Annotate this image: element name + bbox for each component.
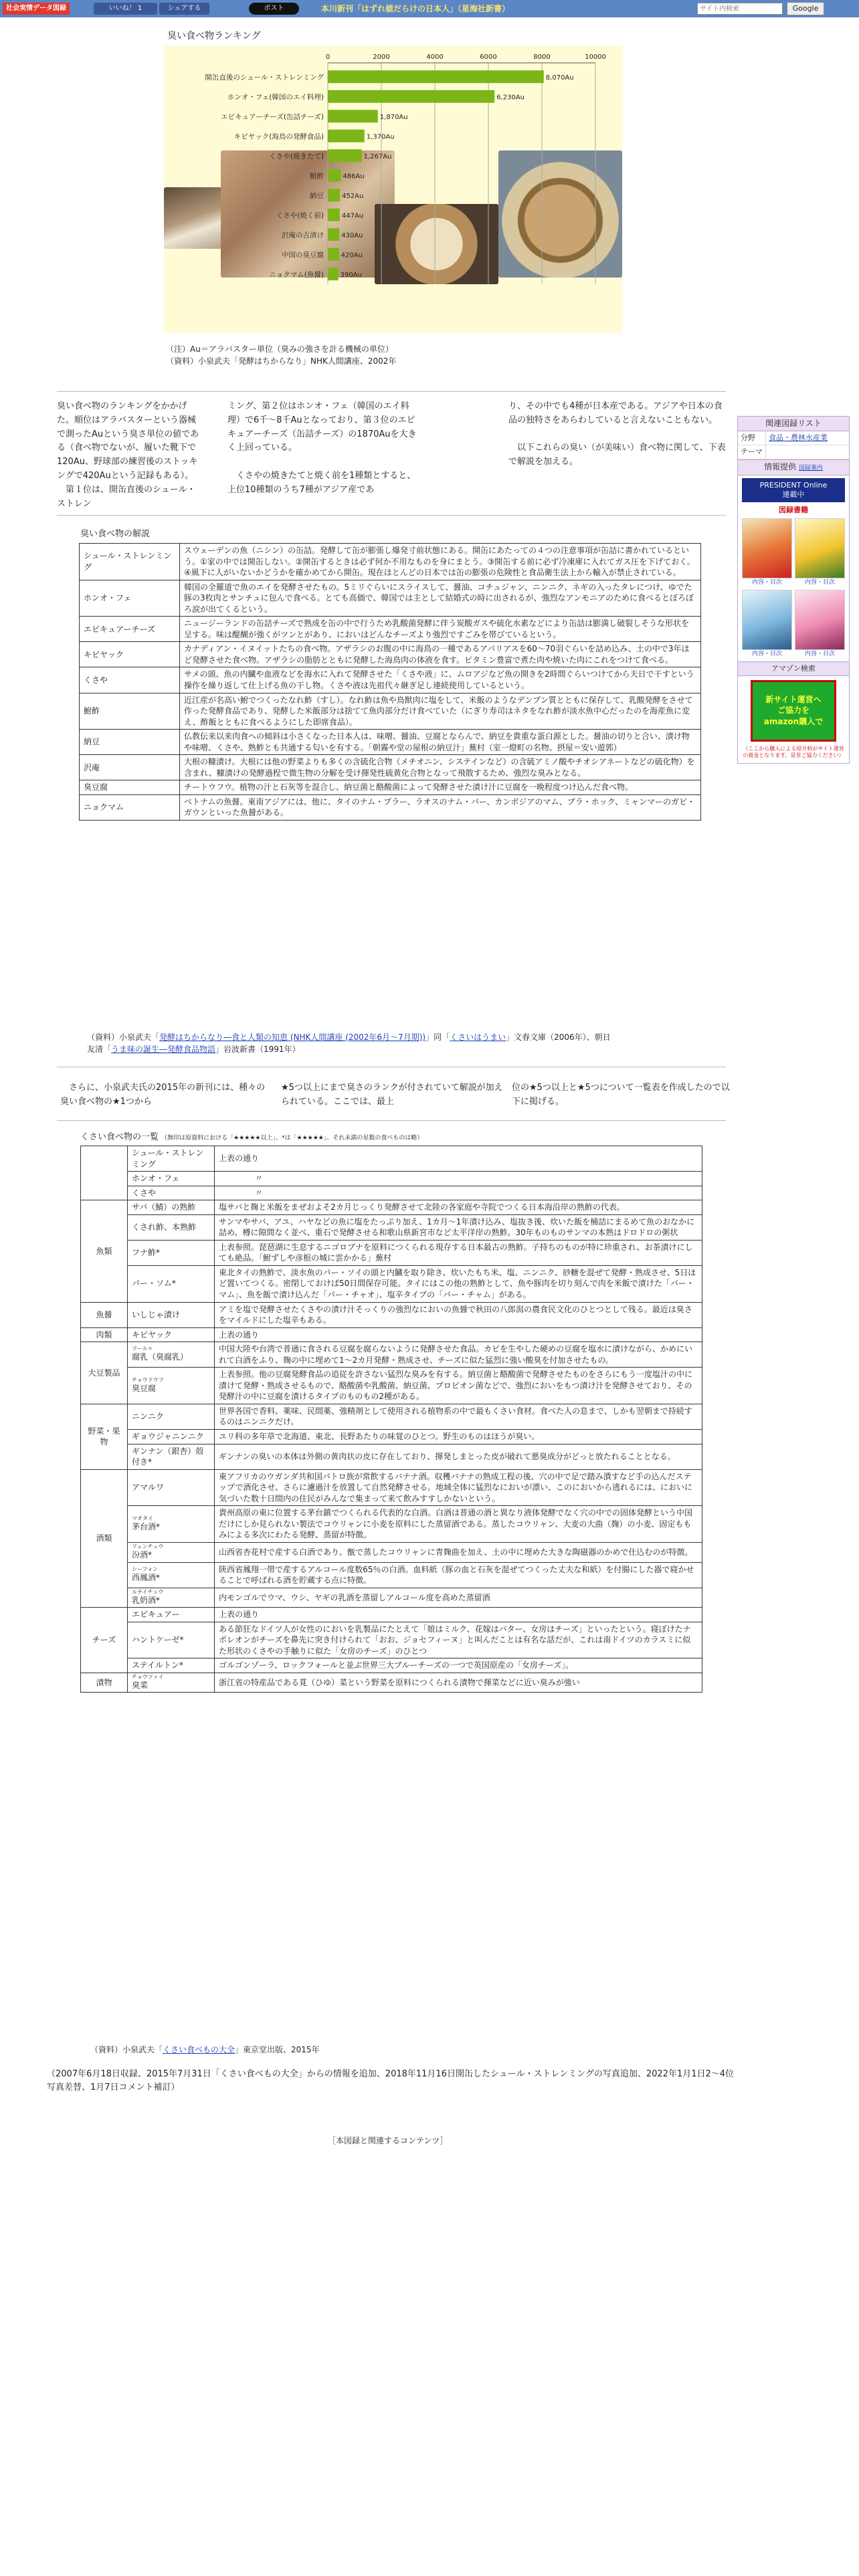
table-row [81, 1562, 702, 1588]
sidebar-info-title: 情報提供 [764, 462, 797, 472]
book-grid [738, 516, 849, 661]
food-description-cell: 近江産が名高い鮒でつくったなれ鮓（すし）。なれ鮓は魚や鳥獣肉に塩をして、米飯のようなデンプン質とともに保存して、乳酸発酵をさせて作った発酵食品であり、発酵した米飯部分は捨てて魚肉部分だけ食べていた（にぎり寿司はネタをなれ鮓が淡水魚中心だったのを海産魚に変え、酢飯とともに食べるようにした即席食品）。 [180, 693, 701, 730]
food-name-cell [128, 1622, 215, 1658]
table-row [80, 667, 701, 693]
category-label: ホンオ・フェ(韓国のエイ料理) [227, 93, 324, 102]
ruby-reading: フールゥ [132, 1346, 153, 1352]
bar [328, 189, 340, 201]
food-name: サバ（鯖）の熟鮓 [132, 1202, 196, 1212]
ruby-reading: チョウドウフ [132, 1376, 164, 1383]
table-row [80, 693, 701, 730]
source-link-book2[interactable]: くさいはうまい [450, 1033, 506, 1042]
food-name-cell [128, 1444, 215, 1469]
food-description-cell: 上表の通り [215, 1327, 702, 1342]
chart-note-source: （資料）小泉武夫「発酵はちからなり」NHK人間講座、2002年 [166, 356, 397, 366]
category-label: くさや(焼きたて) [269, 152, 324, 160]
bar-value-label: 420Au [341, 251, 363, 259]
chart-note-unit: （注）Au＝アラバスター単位（臭みの強さを計る機械の単位） [166, 344, 393, 354]
food-name-cell: 鮒鮓 [80, 693, 180, 730]
food-description-cell: ギンナンの臭いの本体は外側の黄肉状の皮に存在しており、揮発しまとった皮が破れて悪臭成分がどっと放たれることとなる。 [215, 1444, 702, 1469]
category-cell [81, 1146, 128, 1200]
food-name-cell [128, 1608, 215, 1622]
bar-value-label: 447Au [341, 212, 364, 220]
food-name-cell [128, 1368, 215, 1404]
figure-title: 臭い食べ物ランキング [167, 31, 261, 41]
food-description-cell: 山西省杏花村で産する白酒であり、甑で蒸したコウリャンに青麹曲を加え、土の中に埋めた大きな陶磁器のかめで仕込むのが特徴。 [215, 1542, 702, 1562]
table-row [80, 544, 701, 580]
source-text: 」文春文庫（2006年）、朝日 [506, 1033, 611, 1042]
x-tick-label: 8000 [533, 53, 551, 61]
food-name: 臭豆腐 [132, 1383, 157, 1393]
category-cell: 魚類 [81, 1200, 128, 1302]
table-row [81, 1265, 702, 1302]
bar [328, 248, 339, 261]
table-row [81, 1444, 702, 1469]
bar [328, 267, 339, 280]
bar [328, 149, 362, 162]
bar-value-label: 1,870Au [379, 113, 408, 121]
category-cell: 酒類 [81, 1469, 128, 1607]
book-caption-link[interactable]: 内容・目次 [751, 650, 782, 657]
food-name: 西鳳酒* [132, 1572, 161, 1582]
food-name-cell [128, 1186, 215, 1200]
food-name: ホンオ・フェ [132, 1174, 180, 1184]
food-name-cell: 納豆 [80, 730, 180, 755]
book-cover[interactable] [742, 518, 792, 578]
food-description-cell: ユリ科の多年草で北海道、東北、長野あたりの味覚のひとつ。野生のものはほうが臭い。 [215, 1430, 702, 1444]
food-name-cell [128, 1342, 215, 1368]
smelly-food-list-table [80, 1146, 702, 1693]
bar-value-label: 6,230Au [496, 94, 525, 102]
category-cell: 野菜・果物 [81, 1404, 128, 1469]
table2-title [80, 1132, 423, 1144]
revision-history: （2007年6月18日収録、2015年7月31日「くさい食べもの大全」からの情報を追加、2018年11月16日開缶したシュール・ストレンミングの写真追加、2022年1月1日2～4位写真差替、1月7日コメント補訂） [47, 2069, 735, 2092]
x-tick-label: 6000 [480, 53, 497, 61]
food-description-cell: サメの頭、魚の内臓や血液などを海水に入れて発酵させた「くさや液」に、ムロアジなど魚の開きを2時間ぐらいつけてから天日で干すという操作を繰り返して仕上げる魚の干し物。くさや液は先祖代々継ぎ足し連続使用しているという。 [180, 667, 701, 693]
ruby-reading: ルナイチュウ [132, 1588, 164, 1595]
table-row [80, 794, 701, 820]
food-name: ギョウジャニンニク [132, 1432, 204, 1442]
intro-col-3: り、その中でも4種が日本産である。アジアや日本の食品の独特さをあらわしていると言えないこともない。 以下これらの臭い（が美味い）食べ物に関して、下表で解説を加える。 [508, 401, 726, 467]
bar [328, 130, 365, 142]
table-row [81, 1240, 702, 1265]
amazon-support-banner[interactable]: 新サイト運営へ ご協力を amazon購入で [751, 680, 836, 742]
book-caption-link[interactable]: 内容・目次 [804, 578, 835, 586]
table-row [81, 1186, 702, 1200]
food-name: キビヤック [132, 1329, 173, 1339]
bar [328, 228, 339, 241]
books-header: 図録書籍 [779, 505, 808, 514]
table-row [81, 1469, 702, 1506]
food-name: いしじゃ漬け [132, 1309, 181, 1319]
president-online-banner[interactable]: PRESIDENT Online 連載中 [742, 478, 845, 502]
source-text: 」同「 [425, 1033, 450, 1042]
table-row [81, 1588, 702, 1608]
source-link-book4[interactable]: くさい食べもの大全 [163, 2045, 235, 2054]
food-name: 乳奶酒* [132, 1595, 161, 1605]
source-link-book3[interactable]: うま味の誕生―発酵食品物語 [111, 1045, 216, 1054]
category-label: 納豆 [310, 191, 324, 200]
site-search-input[interactable] [697, 3, 783, 15]
food-name-cell [128, 1265, 215, 1302]
food-description-cell: アミを塩で発酵させたくさやの漬け汁そっくりの強烈なにおいの魚醤で秋田の八郎潟の農食民文化のひとつとして残る。最近は臭さをマイルドにした塩辛もある。 [215, 1302, 702, 1327]
ruby-reading: マオタイ [132, 1515, 153, 1521]
intro2-col-3: 位の★5つ以上と★5つについて一覧表を作成したので以下に掲げる。 [512, 1083, 730, 1107]
table-row [80, 642, 701, 667]
category-label: くさや(焼く前) [276, 211, 324, 220]
food-description-cell: 東アフリカのウガンダ共和国パトロ族が常飲するバナナ酒。収穫バナナの熟成工程の後、穴の中で足で踏み潰すなど手の込んだステップで酒化させ、さらに濾過汁を放置して自然発酵させる。地域全体に猛烈なにおいが漂い、このにおいから逃れるには、においに気づいた数十日間内の住民がみんなで集まって来て飲みすすしかないという。 [215, 1469, 702, 1506]
food-name: 臭菜 [132, 1680, 149, 1690]
food-name: 汾酒* [132, 1549, 153, 1560]
table-row [80, 617, 701, 642]
category-cell: 肉類 [81, 1327, 128, 1342]
food-description-cell: スウェーデンの魚（ニシン）の缶詰。発酵して缶が膨張し爆発寸前状態にある。開缶にあたっての４つの注意事項が缶詰に書かれているという。①家の中では開缶しない。②開缶するときは必ず何か不用なものを身にまとう。③開缶する前に必ず冷凍庫に入れてガス圧を下げておく。④風下に人がいないかどうかを確かめてから開缶。現在ほとんどの日本では缶の膨張の危険性と食品衛生法上から輸入が禁止されている。 [180, 544, 701, 580]
category-cell: 魚醤 [81, 1302, 128, 1327]
top-bar [0, 0, 859, 17]
food-description-cell: 陝西省鳳翔一帯で産するアルコール度数65％の白酒。血料紙（豚の血と石灰を混ぜてつくった丈夫な和紙）を付腸にした器で寝かせることで呼ばれる酒を貯蔵する点に特徴。 [215, 1562, 702, 1588]
ruby-reading: フェンチュウ [132, 1543, 164, 1549]
smelly-food-bar-chart [164, 45, 622, 333]
table1-source [87, 1031, 702, 1055]
food-name: 腐乳（臭腐乳） [132, 1352, 189, 1362]
table-row [81, 1404, 702, 1429]
category-label: 中国の臭豆腐 [282, 251, 324, 259]
food-name-cell [128, 1240, 215, 1265]
food-name-cell: シュール・ストレンミング [80, 544, 180, 580]
table-row [81, 1673, 702, 1693]
table-row [81, 1658, 702, 1673]
book-caption-link[interactable]: 内容・目次 [804, 650, 835, 657]
food-name: シュール・ストレンミング [132, 1148, 204, 1169]
food-description-cell: 上表参照。琵琶湖に生息するニゴロブナを原料につくられる現存する日本最古の熟鮓。子持ちのものが特に珍重され、お茶漬けにしても絶品。「鮒ずしや彦根の城に雲かかる」蕪村 [215, 1240, 702, 1265]
food-description-cell: 世界各国で香料、薬味、民間薬、強精剤として使用される植物系の中で最もくさい食材。食べた人の息まで、しかも翌朝まで持続するのはニンニクだけ。 [215, 1404, 702, 1429]
table-row [80, 580, 701, 617]
food-name-cell: ニョクマム [80, 794, 180, 820]
source-text: 」岩波新書（1991年） [215, 1045, 300, 1054]
food-description-cell: 内モンゴルでウマ、ウシ、ヤギの乳酒を蒸留しアルコール度を高めた蒸留酒 [215, 1588, 702, 1608]
table-row [81, 1542, 702, 1562]
food-name-cell [128, 1469, 215, 1506]
food-name-cell [128, 1430, 215, 1444]
food-name: フナ鮓* [132, 1248, 161, 1258]
bar-value-label: 8,070Au [545, 74, 574, 82]
food-description-cell: ベトナムの魚醤。東南アジアには、他に、タイのナム・プラー、ラオスのナム・パー、カンボジアのマム、ブラ・ホック、ミャンマーのガピ・ガウンといった魚醤がある。 [180, 794, 701, 820]
category-label: 開缶直後のシュール・ストレンミング [205, 73, 324, 82]
sidebar-field-link[interactable]: 食品・農林水産業 [769, 433, 828, 443]
food-name-cell [128, 1404, 215, 1429]
food-name: エピキュアー [132, 1610, 180, 1620]
table-row [81, 1327, 702, 1342]
x-tick-label: 2000 [373, 53, 390, 61]
bar [328, 209, 340, 221]
sidebar-info-header [738, 459, 849, 475]
food-name: パー・ソム* [132, 1279, 176, 1289]
sidebar-info-link[interactable]: 図録案内 [798, 465, 823, 472]
table-row [81, 1506, 702, 1543]
food-name-cell [128, 1172, 215, 1186]
food-name-cell: 沢庵 [80, 755, 180, 780]
x-tick-label: 10000 [585, 53, 606, 61]
food-description-cell: 中国大陸や台湾で普通に食される豆腐を腐らないように発酵させた食品。カビを生やした硬めの豆腐を塩水に漬けながら、かめにいれて白酒をふり、麹の中に埋めて1～2カ月発酵・熟成させ、チーズに似た猛烈に強い酸臭を付加させたもの。 [215, 1342, 702, 1368]
intro2-col-2: ★5つ以上にまで臭さのランクが付されていて解説が加えられている。ここでは、最上 [281, 1083, 503, 1107]
bar-value-label: 486Au [343, 173, 365, 181]
divider [57, 515, 726, 516]
food-description-cell: カナディアン・イヌイットたちの食べ物。アザラシのお腹の中に海鳥の一種であるアパリアスを60～70羽ぐらいを詰め込み、土の中で3年ほど発酵させた食べ物。アザラシの脂肪とともに発酵した海鳥肉の体液を食す。ビタミン豊富で煮た肉や焼いた肉にこれをつけて食べる。 [180, 642, 701, 667]
book-cover[interactable] [795, 518, 845, 578]
source-text: 友清「 [87, 1045, 112, 1054]
food-description-cell: ある節狂なドイツ人が女性のにおいを乳製品にたとえて「娘はミルク、花嫁はバター、女房はチーズ」といったという。寝ぼけたナポレオンがチーズを鼻先に突き付けられて「おお、ジョセフィーヌ」と叫んだことは有名な話だが、これは南ドイツのカラスミに似た形状のくさやの手触りに似た「女房のチーズ」のひとつ [215, 1622, 702, 1658]
food-name-cell [128, 1146, 215, 1172]
table-row [81, 1608, 702, 1622]
food-description-cell: 〃 [215, 1172, 702, 1186]
table-row [81, 1342, 702, 1368]
food-description-cell: 上表の通り [215, 1608, 702, 1622]
table1-title: 臭い食べ物の解説 [80, 529, 151, 539]
category-cell: 大豆製品 [81, 1342, 128, 1404]
food-description-cell: 上表参照。他の豆腐発酵食品の追従を許さない猛烈な臭みを有する。納豆菌と酪酸菌で発酵させたものをさらにもう一度塩汁の中に漬けて発酵・熟成させるもので、酪酸菌や乳酸菌、納豆菌、プロピオン菌などで、強烈においをもつ漬け汁を発酵させており、その発酵汁の中に豆腐を漬けるタイプのものもの2種がある。 [215, 1368, 702, 1404]
intro2-col-1: さらに、小泉武夫氏の2015年の新刊には、種々の臭い食べ物の★1つから [60, 1083, 266, 1107]
sidebar-row-label: 分野 [738, 431, 766, 445]
source-link-book1[interactable]: 発酵はちからなり―食と人類の知恵 (NHK人間講座 (2002年6月～7月期)) [159, 1033, 426, 1042]
intro-col-2: ミング、第２位はホンオ・フェ（韓国のエイ料理）で6千～8千Auとなっており、第３位のエピキュアーチーズ（缶詰チーズ）の1870Auを大きく上回っている。 くさやの焼きたてと焼く前を1種類とすると、上位10種類のうち7種がアジア産であ [227, 401, 417, 495]
sidebar-row-theme [738, 445, 849, 459]
food-name-cell [128, 1302, 215, 1327]
food-name-cell [128, 1588, 215, 1608]
food-description-cell: 上表の通り [215, 1146, 702, 1172]
food-name-cell: ホンオ・フェ [80, 580, 180, 617]
category-cell: 漬物 [81, 1673, 128, 1693]
table-row [81, 1430, 702, 1444]
bar-value-label: 1,267Au [363, 152, 392, 160]
food-name-cell [128, 1200, 215, 1215]
category-label: 鮒鮓 [310, 172, 324, 181]
amazon-note: （ここから購入による紹介料がサイト運営の資金となります。是非ご協力ください） [743, 745, 844, 759]
food-name-cell: キビヤック [80, 642, 180, 667]
ruby-reading: チョウツァイ [132, 1673, 164, 1680]
table-row [81, 1172, 702, 1186]
sidebar-related-header: 関連図録リスト [738, 417, 849, 431]
food-description-cell: 貴州高原の東に位置する茅台鎮でつくられる代表的な白酒。白酒は普通の酒と異なり液体発酵でなく穴の中での固体発酵という中国だけにしか見られない製法でコウリャンに小麦を原料にした蒸留酒である。蒸したコウリャン、大麦の大曲（麹）の小麦、固定ももみによる多次にわたる発酵、蒸留が特徴。 [215, 1506, 702, 1543]
food-description-cell: 大根の糠漬け。大根には他の野菜よりも多くの含硫化合物（メチオニン、システインなど）の含硫アミノ酸やチオシアネートなどの硫化物）を含まれ、糠漬けの発酵過程で微生物の分解を受け揮発性硫黄化合物となって飛散するため、強烈な臭みとなる。 [180, 755, 701, 780]
food-description-cell: 塩サバと麹と米飯をまぜおよそ2カ月じっくり発酵させて北陸の各家庭や寺院でつくる日本海沿岸の熟鮓の代表。 [215, 1200, 702, 1215]
food-name-cell [128, 1506, 215, 1543]
food-name-cell: 臭豆腐 [80, 780, 180, 795]
book-caption-link[interactable]: 内容・目次 [751, 578, 782, 586]
table-row [80, 755, 701, 780]
table-row [81, 1302, 702, 1327]
divider [57, 1120, 726, 1121]
food-name: くさや [132, 1188, 157, 1198]
chart-notes [166, 343, 396, 367]
food-name-cell [128, 1658, 215, 1673]
bar [328, 70, 544, 83]
bar-value-label: 390Au [340, 271, 362, 279]
food-name-cell [128, 1673, 215, 1693]
promo-link[interactable]: 本川新刊「はずれ値だらけの日本人」（星海社新書） [321, 4, 510, 13]
site-logo[interactable]: 社会実情データ図録 [3, 3, 70, 15]
table-row [80, 780, 701, 795]
food-description-cell: チートウフウ。植物の汁と石灰等を混合し、納豆菌と酪酸菌によって発酵させた漬け汁に豆腐を一晩程度つけ込んだ食べ物。 [180, 780, 701, 795]
sidebar [737, 416, 850, 764]
food-description-cell: ニュージーランドの缶詰チーズで熟成を缶の中で行うため乳酸菌発酵に伴う炭酸ガスや硫化水素などにより缶詰は膨満し破裂しそうな形状を呈する。味は醍醐が強くがツンとがあり、においはどんなチーズより強烈ですごみを帯びているという。 [180, 617, 701, 642]
bar [328, 110, 378, 122]
category-label: エピキュアーチーズ(缶詰チーズ) [221, 112, 324, 121]
amazon-search-header: アマゾン検索 [738, 661, 849, 676]
food-description-cell: 浙江省の特産品である莧（ひゆ）菜という野菜を原料につくられる漬物で揮菜などに近い臭みが強い [215, 1673, 702, 1693]
food-name-cell [128, 1214, 215, 1240]
ruby-reading: シーフォン [132, 1566, 159, 1572]
bar [328, 90, 494, 103]
table-row [81, 1622, 702, 1658]
source-text: （資料）小泉武夫「 [87, 1033, 160, 1042]
food-description-cell: ゴルゴンゾーラ、ロックフォールと並ぶ世界三大ブルーチーズの一つで英国原産の「女房チーズ」。 [215, 1658, 702, 1673]
intro-col-1: 臭い食べ物のランキングをかかげた。順位はアラバスターという器械で測ったAuという臭さ単位の値である（食べ物でないが、履いた靴下で120Au、野球部の練習後のストッキングで420Auという記録もある）。 第１位は、開缶直後のシュール・ストレン [57, 401, 199, 509]
sidebar-row-field [738, 431, 849, 445]
food-name: くされ鮓、本熟鮓 [132, 1222, 197, 1232]
x-tick-label: 0 [325, 53, 330, 61]
food-name-cell [128, 1562, 215, 1588]
category-label: ニョクマム(魚醤) [269, 270, 324, 279]
food-description-cell: 仏教伝来以来肉食への傾斜は小さくなった日本人は、味噌、醤油、豆腐とならんで、納豆を貴重な蛋白源とした。醤油の切りと合い、漬け物や味噌、くさや、熟鮓とも共通する匂いを有する。「朝霧や堂の屋根の納豆汁」蕪村（室一燈町の名物、摂屋＝安い遊郭） [180, 730, 701, 755]
book-cover[interactable] [742, 590, 792, 650]
source-text: 」東京堂出版、2015年 [235, 2045, 320, 2054]
table-row [80, 730, 701, 755]
sidebar-row-label: テーマ [738, 445, 766, 459]
table2-source [90, 2044, 320, 2056]
divider [57, 391, 726, 392]
food-name: ギンナン（銀杏）殻付き* [132, 1446, 204, 1467]
food-name-cell [128, 1542, 215, 1562]
food-name: ステイルトン* [132, 1660, 183, 1671]
table-row [81, 1214, 702, 1240]
food-name: 茅台酒* [132, 1521, 161, 1531]
table2-title-text: くさい食べ物の一覧 [80, 1132, 159, 1142]
source-text: （資料）小泉武夫「 [90, 2045, 163, 2054]
sidebar-theme-link[interactable] [766, 445, 771, 459]
food-name-cell [128, 1327, 215, 1342]
table-row [81, 1200, 702, 1215]
food-description-cell: 韓国の全羅道で魚のエイを発酵させたもの。5ミリぐらいにスライスして、醤油、コチュジャン、ニンニク、ネギの入ったタレにつけ、ゆでた豚の3枚肉とサンチュに包んで食べる。とても高価で、韓国では主として結婚式の時に出されるが、強烈なアンモニアのために食べるとぼろぼろ涙が出てくるという。 [180, 580, 701, 617]
x-post-button[interactable]: ポスト [249, 3, 299, 15]
category-cell: チーズ [81, 1608, 128, 1673]
food-description-cell: 〃 [215, 1186, 702, 1200]
smelly-food-explanation-table [79, 543, 701, 821]
table-row [81, 1146, 702, 1172]
bar-value-label: 430Au [341, 231, 363, 239]
food-name: ハントケーゼ* [132, 1635, 184, 1645]
food-description-cell: サンマやサバ、アユ、ハヤなどの魚に塩をたっぷり加え、1カ月～1年漬け込み、塩抜き後、炊いた飯を桶詰にまるめて魚のおなかに詰め、樽に隙間なく並べ、重石で発酵させる和歌山県新宮市など太平洋岸の熟鮓。30年ものものサンマの本熟はドロドロの粥状 [215, 1214, 702, 1240]
category-label: キビヤック(海鳥の発酵食品) [233, 132, 324, 141]
table-row [81, 1368, 702, 1404]
related-contents-heading: ［本図録と関連するコンテンツ］ [328, 2136, 448, 2145]
table2-subtitle: （無印は原資料における「★★★★★以上」、*は「★★★★★」。それ未満の星数の食べものは略） [161, 1135, 423, 1142]
food-name-cell: くさや [80, 667, 180, 693]
facebook-share-button[interactable]: シェアする [159, 3, 209, 15]
book-cover[interactable] [795, 590, 845, 650]
food-name-cell: エピキュアーチーズ [80, 617, 180, 642]
bar-value-label: 452Au [342, 192, 364, 200]
google-search-button[interactable]: Google [787, 2, 824, 15]
category-label: 沢庵の古漬け [282, 231, 324, 239]
bar [328, 169, 341, 182]
facebook-like-button[interactable]: いいね！ 1 [94, 3, 157, 15]
food-description-cell: 東北タイの熟鮓で、淡水魚のパー・ソイの頭と内臓を取り除き、炊いたもち米、塩、ニンニク、砂糖を混ぜて発酵・熟成させ、5日ほど置いてつくる。密閉しておけば50日間保存可能。タイにはこの他の熟鮓として、魚や豚肉を切り刻んで肉を米飯で漬けた「パー・マム」、魚を飯で漬け込んだ「パー・チャオ」、塩辛タイプの「パー・チャム」がある。 [215, 1265, 702, 1302]
bar-value-label: 1,370Au [366, 133, 395, 141]
food-name: アマルワ [132, 1483, 165, 1493]
food-name: ニンニク [132, 1412, 165, 1422]
x-tick-label: 4000 [426, 53, 444, 61]
